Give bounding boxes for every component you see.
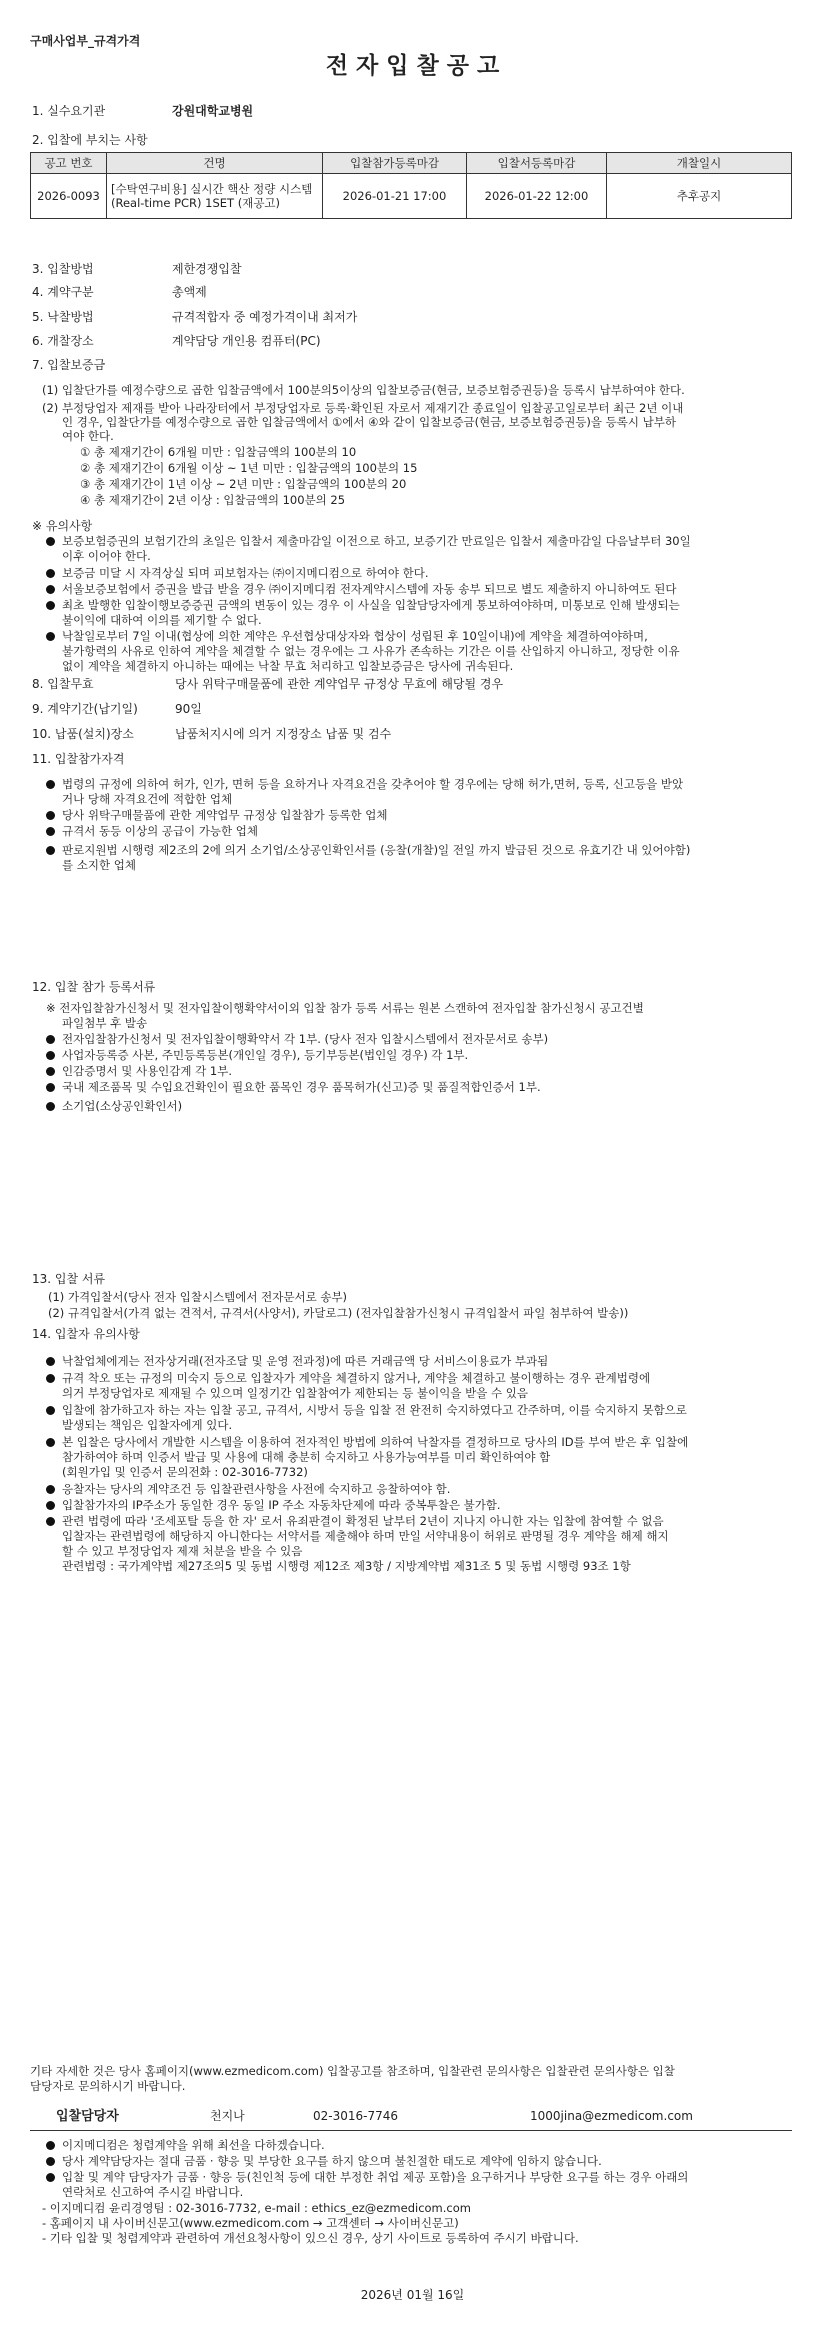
- section-3-value: 제한경쟁입찰: [172, 262, 242, 276]
- note-5-line-2: 불가항력의 사유로 인하여 계약을 체결할 수 없는 경우에는 그 사유가 존속하는 기간은 이를 산입하지 아니하고, 정당한 이유: [62, 644, 680, 658]
- document-3: 인감증명서 및 사용인감계 각 1부.: [62, 1064, 233, 1078]
- bullet-icon: [46, 1438, 55, 1447]
- section-5-label: 5. 낙찰방법: [32, 310, 94, 324]
- bullet-icon: [46, 846, 55, 855]
- document-4: 국내 제조품목 및 수입요건확인이 필요한 품목인 경우 품목허가(신고)증 및 품질적합인증서 1부.: [62, 1080, 541, 1094]
- caution-2-line-1: 규격 착오 또는 규정의 미숙지 등으로 입찰자가 계약을 체결하지 않거나, 계약을 체결하고 불이행하는 경우 관계법령에: [62, 1371, 651, 1385]
- footer-divider: [30, 2130, 792, 2131]
- section-8-value: 당사 위탁구매물품에 관한 계약업무 규정상 무효에 해당될 경우: [175, 677, 504, 691]
- section-10-value: 납품처지시에 의거 지정장소 납품 및 검수: [175, 727, 392, 741]
- footer-info-line-1: 기타 자세한 것은 당사 홈페이지(www.ezmedicom.com) 입찰공고를 참조하며, 입찰관련 문의사항은 입찰관련 문의사항은 입찰: [30, 2064, 675, 2078]
- section-8-label: 8. 입찰무효: [32, 677, 94, 691]
- section-11-title: 11. 입찰참가자격: [32, 752, 125, 766]
- note-2: 보증금 미달 시 자격상실 되며 피보험자는 ㈜이지메디컴으로 하여야 한다.: [62, 566, 429, 580]
- qualification-4-line-2: 를 소지한 업체: [62, 858, 136, 872]
- section-9-value: 90일: [175, 702, 202, 716]
- report-contact-3: - 기타 입찰 및 청렴계약과 관련하여 개선요청사항이 있으신 경우, 상기 사이트로 등록하여 주시기 바랍니다.: [42, 2231, 579, 2245]
- col-header-bid-deadline: 입찰서등록마감: [467, 153, 607, 174]
- contact-name: 천지나: [210, 2109, 245, 2123]
- bullet-icon: [46, 1485, 55, 1494]
- caution-4-line-3: (회원가입 및 인증서 문의전화 : 02-3016-7732): [62, 1465, 308, 1479]
- section-9-label: 9. 계약기간(납기일): [32, 702, 138, 716]
- table-header-row: [31, 153, 792, 174]
- notes-title: ※ 유의사항: [32, 519, 93, 533]
- bullet-icon: [46, 1517, 55, 1526]
- section-6-label: 6. 개찰장소: [32, 334, 94, 348]
- cell-notice-no: 2026-0093: [31, 174, 107, 219]
- qualification-2: 당사 위탁구매물품에 관한 계약업무 규정상 입찰참가 등록한 업체: [62, 808, 388, 822]
- section-13-title: 13. 입찰 서류: [32, 1272, 106, 1286]
- bullet-icon: [46, 1035, 55, 1044]
- bullet-icon: [46, 2141, 55, 2150]
- bullet-icon: [46, 632, 55, 641]
- cell-opening-date: 추후공지: [607, 174, 792, 219]
- document-5: 소기업(소상공인확인서): [62, 1099, 183, 1113]
- bullet-icon: [46, 2173, 55, 2182]
- deposit-tier-4: ④ 총 제재기간이 2년 이상 : 입찰금액의 100분의 25: [80, 493, 346, 507]
- section-1-label: 1. 실수요기관: [32, 104, 106, 118]
- contact-label: 입찰담당자: [56, 2109, 119, 2124]
- bullet-icon: [46, 585, 55, 594]
- caution-7-line-3: 할 수 있고 부정당업자 제재 처분을 받을 수 있음: [62, 1544, 303, 1558]
- document-1: 전자입찰참가신청서 및 전자입찰이행확약서 각 1부. (당사 전자 입찰시스템에서 전자문서로 송부): [62, 1032, 549, 1046]
- deposit-rule-2-line-2: 인 경우, 입찰단가를 예정수량으로 곱한 입찰금액에서 ①에서 ④와 같이 입찰보증금(현금, 보증보험증권등)을 등록시 납부하: [62, 415, 676, 429]
- note-4-line-1: 최초 발행한 입찰이행보증증권 금액의 변동이 있는 경우 이 사실을 입찰담당자에게 통보하여야하며, 미통보로 인해 발생되는: [62, 598, 680, 612]
- deposit-rule-2-line-3: 여야 한다.: [62, 429, 114, 443]
- bullet-icon: [46, 1083, 55, 1092]
- section-6-value: 계약담당 개인용 컴퓨터(PC): [172, 334, 321, 348]
- table-row: [31, 174, 792, 219]
- documents-note-line-1: ※ 전자입찰참가신청서 및 전자입찰이행확약서이외 입찰 참가 등록 서류는 원본 스캔하여 전자입찰 참가신청시 공고건별: [46, 1001, 644, 1015]
- qualification-4-line-1: 판로지원법 시행령 제2조의 2에 의거 소기업/소상공인확인서를 (응찰(개찰)일 전일 까지 발급된 것으로 유효기간 내 있어야함): [62, 843, 691, 857]
- bullet-icon: [46, 827, 55, 836]
- section-4-value: 총액제: [172, 285, 207, 299]
- deposit-tier-3: ③ 총 제재기간이 1년 이상 ~ 2년 미만 : 입찰금액의 100분의 20: [80, 477, 407, 491]
- bullet-icon: [46, 1374, 55, 1383]
- note-1-line-2: 이후 이어야 한다.: [62, 549, 151, 563]
- bullet-icon: [46, 537, 55, 546]
- bid-items-table: [30, 152, 792, 219]
- bullet-icon: [46, 1051, 55, 1060]
- section-3-label: 3. 입찰방법: [32, 262, 94, 276]
- qualification-3: 규격서 동등 이상의 공급이 가능한 업체: [62, 824, 259, 838]
- report-contact-2: - 홈페이지 내 사이버신문고(www.ezmedicom.com → 고객센터 → 사이버신문고): [42, 2216, 459, 2230]
- bullet-icon: [46, 2157, 55, 2166]
- ethics-1: 이지메디컴은 청렴계약을 위해 최선을 다하겠습니다.: [62, 2138, 325, 2152]
- document-2: 사업자등록증 사본, 주민등록등본(개인일 경우), 등기부등본(법인일 경우) 각 1부.: [62, 1048, 469, 1062]
- section-5-value: 규격적합자 중 예정가격이내 최저가: [172, 310, 358, 324]
- note-5-line-1: 낙찰일로부터 7일 이내(협상에 의한 계약은 우선협상대상자와 협상이 성립된 후 10일이내)에 계약을 체결하여야하며,: [62, 629, 648, 643]
- bullet-icon: [46, 1102, 55, 1111]
- bullet-icon: [46, 1067, 55, 1076]
- note-1-line-1: 보증보험증권의 보험기간의 초일은 입찰서 제출마감일 이전으로 하고, 보증기간 만료일은 입찰서 제출마감일 다음날부터 30일: [62, 534, 691, 548]
- section-10-label: 10. 납품(설치)장소: [32, 727, 134, 741]
- contact-email: 1000jina@ezmedicom.com: [530, 2109, 693, 2123]
- bullet-icon: [46, 569, 55, 578]
- bullet-icon: [46, 1406, 55, 1415]
- caution-2-line-2: 의거 부정당업자로 제재될 수 있으며 일정기간 입찰참여가 제한되는 등 불이익을 받을 수 있음: [62, 1386, 529, 1400]
- report-contact-1: - 이지메디컴 윤리경영팀 : 02-3016-7732, e-mail : ethics_ez@ezmedicom.com: [42, 2201, 471, 2215]
- note-3: 서울보증보험에서 증권을 발급 받을 경우 ㈜이지메디컴 전자계약시스템에 자동 송부 되므로 별도 제출하지 아니하여도 된다: [62, 582, 677, 596]
- section-7-title: 7. 입찰보증금: [32, 358, 106, 372]
- page-title: 전 자 입 찰 공 고: [325, 53, 500, 79]
- caution-7-line-2: 입찰자는 관련법령에 해당하지 아니한다는 서약서를 제출해야 하며 만일 서약내용이 허위로 판명될 경우 계약을 해제 해지: [62, 1529, 669, 1543]
- deposit-tier-2: ② 총 제재기간이 6개월 이상 ~ 1년 미만 : 입찰금액의 100분의 15: [80, 461, 418, 475]
- col-header-opening-date: 개찰일시: [607, 153, 792, 174]
- bid-document-2: (2) 규격입찰서(가격 없는 견적서, 규격서(사양서), 카달로그) (전자입찰참가신청시 규격입찰서 파일 첨부하여 발송)): [48, 1306, 629, 1320]
- caution-7-line-1: 관련 법령에 따라 '조세포탈 등을 한 자' 로서 유죄판결이 확정된 날부터 2년이 지나지 아니한 자는 입찰에 참여할 수 없음: [62, 1514, 664, 1528]
- cell-registration-deadline: 2026-01-21 17:00: [323, 174, 467, 219]
- cell-item-name: [107, 174, 323, 219]
- bullet-icon: [46, 811, 55, 820]
- caution-6: 입찰참가자의 IP주소가 동일한 경우 동일 IP 주소 자동차단제에 따라 중복투찰은 불가함.: [62, 1498, 501, 1512]
- deposit-rule-2-line-1: (2) 부정당업자 제재를 받아 나라장터에서 부정당업자로 등록·확인된 자로서 제재기간 종료일이 입찰공고일로부터 최근 2년 이내: [42, 401, 684, 415]
- contact-phone: 02-3016-7746: [313, 2109, 399, 2123]
- qualification-1-line-1: 법령의 규정에 의하여 허가, 인가, 면허 등을 요하거나 자격요건을 갖추어야 할 경우에는 당해 허가,면허, 등록, 신고등을 받았: [62, 777, 684, 791]
- caution-7-line-4: 관련법령 : 국가계약법 제27조의5 및 동법 시행령 제12조 제3항 / 지방계약법 제31조 5 및 동법 시행령 93조 1항: [62, 1559, 631, 1573]
- note-4-line-2: 불이익에 대하여 이의를 제기할 수 없다.: [62, 613, 262, 627]
- item-name-line-1: [수탁연구비용] 실시간 핵산 정량 시스템: [111, 182, 313, 196]
- caution-3-line-2: 발생되는 책임은 입찰자에게 있다.: [62, 1418, 233, 1432]
- bullet-icon: [46, 601, 55, 610]
- qualification-1-line-2: 거나 당해 자격요건에 적합한 업체: [62, 792, 233, 806]
- ethics-3-line-1: 입찰 및 계약 담당자가 금품 · 향응 등(친인척 등에 대한 부정한 취업 제공 포함)을 요구하거나 부당한 요구를 하는 경우 아래의: [62, 2170, 689, 2184]
- deposit-rule-1: (1) 입찰단가를 예정수량으로 곱한 입찰금액에서 100분의5이상의 입찰보증금(현금, 보증보험증권등)을 등록시 납부하여야 한다.: [42, 383, 685, 397]
- section-4-label: 4. 계약구분: [32, 285, 94, 299]
- item-name-line-2: (Real-time PCR) 1SET (재공고): [111, 196, 281, 210]
- caution-5: 응찰자는 당사의 계약조건 등 입찰관련사항을 사전에 숙지하고 응찰하여야 함.: [62, 1482, 451, 1496]
- section-1-value: 강원대학교병원: [172, 104, 254, 118]
- caution-4-line-2: 참가하여야 하며 인증서 발급 및 사용에 대해 충분히 숙지하고 사용가능여부를 미리 확인하여야 함: [62, 1450, 551, 1464]
- section-2-title: 2. 입찰에 부치는 사항: [32, 133, 148, 147]
- department-label: 구매사업부_규격가격: [30, 34, 141, 48]
- ethics-3-line-2: 연락처로 신고하여 주시길 바랍니다.: [62, 2185, 244, 2199]
- documents-note-line-2: 파일첨부 후 발송: [62, 1016, 148, 1030]
- note-5-line-3: 없이 계약을 체결하지 아니하는 때에는 낙찰 무효 처리하고 입찰보증금은 당사에 귀속된다.: [62, 659, 514, 673]
- caution-4-line-1: 본 입찰은 당사에서 개발한 시스템을 이용하여 전자적인 방법에 의하여 낙찰자를 결정하므로 당사의 ID를 부여 받은 후 입찰에: [62, 1435, 689, 1449]
- bullet-icon: [46, 780, 55, 789]
- ethics-2: 당사 계약담당자는 절대 금품 · 향응 및 부당한 요구를 하지 않으며 불친절한 태도로 계약에 임하지 않습니다.: [62, 2154, 602, 2168]
- deposit-tier-1: ① 총 제재기간이 6개월 미만 : 입찰금액의 100분의 10: [80, 445, 357, 459]
- section-14-title: 14. 입찰자 유의사항: [32, 1327, 140, 1341]
- bullet-icon: [46, 1357, 55, 1366]
- bullet-icon: [46, 1501, 55, 1510]
- caution-1: 낙찰업체에게는 전자상거래(전자조달 및 운영 전과정)에 따른 거래금액 당 서비스이용료가 부과됨: [62, 1354, 549, 1368]
- caution-3-line-1: 입찰에 참가하고자 하는 자는 입찰 공고, 규격서, 시방서 등을 입찰 전 완전히 숙지하였다고 간주하며, 이를 숙지하지 못함으로: [62, 1403, 687, 1417]
- col-header-notice-no: 공고 번호: [31, 153, 107, 174]
- bid-document-1: (1) 가격입찰서(당사 전자 입찰시스템에서 전자문서로 송부): [48, 1290, 348, 1304]
- col-header-item-name: 건명: [107, 153, 323, 174]
- notice-date: 2026년 01월 16일: [360, 2288, 465, 2302]
- section-12-title: 12. 입찰 참가 등록서류: [32, 980, 156, 994]
- footer-info-line-2: 담당자로 문의하시기 바랍니다.: [30, 2079, 186, 2093]
- col-header-registration-deadline: 입찰참가등록마감: [323, 153, 467, 174]
- cell-bid-deadline: 2026-01-22 12:00: [467, 174, 607, 219]
